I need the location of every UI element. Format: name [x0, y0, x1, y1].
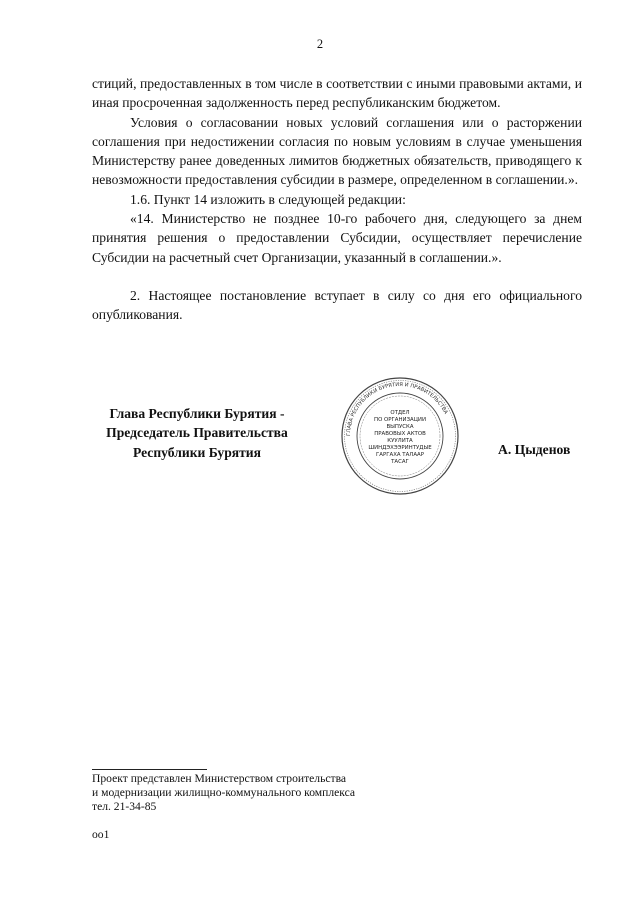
seal-line: ШИНДЭХЭЭРИНТУДЫЕ [368, 445, 432, 451]
paragraph-item-1-6: 1.6. Пункт 14 изложить в следующей редакции: [130, 191, 406, 207]
signatory-title-line: Глава Республики Бурятия - [109, 406, 285, 421]
page-number: 2 [316, 37, 324, 51]
seal-line: КУУЛИТА [387, 438, 413, 444]
paragraph-item-14: «14. Министерство не позднее 10-го рабочего дня, следующего за днем принятия решения о предоставлении Субсидии, осуществляет перечисление Субсидии на расчетный счет Организации, указанный в соглашении.». [92, 211, 582, 265]
seal-line: ГАРГАХА ТАЛААР [376, 452, 424, 458]
signatory-title [92, 404, 302, 462]
paragraph-agreement-conditions: Условия о согласовании новых условий соглашения или о расторжении соглашения при недостижении согласия по новым условиям в случае уменьшения Министерству ранее доведенных лимитов бюджетных обязательств, приводящего к невозможности предоставления субсидии в размере, определенном в соглашении.». [92, 114, 582, 188]
footnote-line: и модернизации жилищно-коммунального комплекса [92, 786, 356, 799]
signatory-name: А. Цыденов [498, 442, 571, 457]
seal-line: ПО ОРГАНИЗАЦИИ [374, 417, 426, 423]
footnote [92, 772, 355, 814]
document-code: оо1 [92, 828, 110, 841]
official-seal [340, 376, 460, 496]
signatory-title-line: Республики Бурятия [132, 444, 261, 460]
footnote-divider [92, 769, 207, 770]
seal-line: ОТДЕЛ [390, 410, 410, 416]
document-body [92, 74, 582, 325]
seal-ring-textpath: ГЛАВА РЕСПУБЛИКИ БУРЯТИЯ И ПРАВИТЕЛЬСТВА [345, 381, 449, 437]
seal-line: ВЫПУСКА [386, 424, 414, 430]
footnote-line: Проект представлен Министерством строительства [92, 772, 347, 785]
paragraph-continuation: стиций, предоставленных в том числе в соответствии с иными правовыми актами, и иная просроченная задолженность перед республиканским бюджетом. [92, 76, 582, 111]
signatory-title-line: Председатель Правительства [106, 425, 288, 441]
footnote-phone: тел. 21-34-85 [92, 800, 157, 813]
seal-center-text [368, 410, 432, 465]
seal-line: ТАСАГ [391, 459, 409, 465]
seal-line: ПРАВОВЫХ АКТОВ [374, 431, 426, 437]
paragraph-effective-date: 2. Настоящее постановление вступает в силу со дня его официального опубликования. [92, 287, 582, 323]
